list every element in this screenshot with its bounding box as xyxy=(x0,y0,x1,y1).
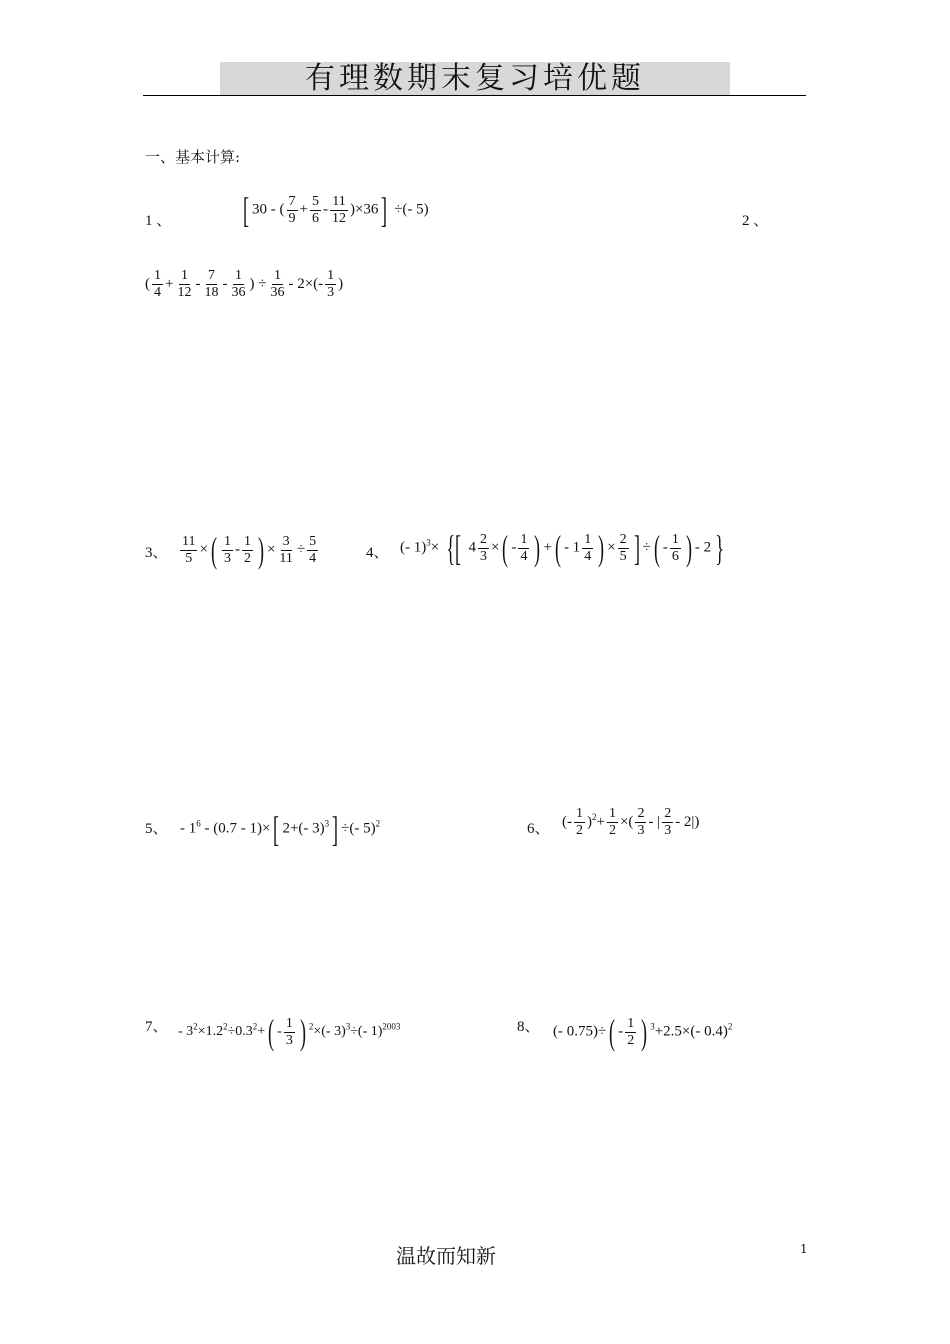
problem-1-expression: [ 30 - ( $\frac{7}{9}$ + $\frac{5}{6}$ - $\frac{11}{12}$ )×36] ÷(- 5) xyxy=(243,190,429,230)
footer-motto: 温故而知新 xyxy=(396,1244,496,1268)
problem-4-expression: (- 1)$^3$× {[ 4 $\frac{2}{3}$ ×( - $\frac{1}{4}$ ) +( - 1 $\frac{1}{4}$ ) × $\frac{2}{5}$ ] ÷( - $\frac{1}{6}$ ) - 2 } xyxy=(400,528,725,568)
problem-8-label: 8、 xyxy=(517,1019,540,1035)
problem-7-expression: - $3^2\times 1.2^2\div 0.3^2+$( - $\frac{1}{3}$ ) $^2$×(- 3)$^3$÷(- 1)$^{2003}$ xyxy=(178,1012,401,1052)
problem-7-label: 7、 xyxy=(145,1019,168,1035)
problem-2-expression: ( $\frac{1}{4}$ + $\frac{1}{12}$ - $\frac{7}{18}$ - $\frac{1}{36}$ ) ÷ $\frac{1}{36}$ - 2×(- $\frac{1}{3}$ ) xyxy=(145,268,344,300)
problem-5-label: 5、 xyxy=(145,821,168,837)
problem-5-expression: - $1^6 - (0.7 - 1)\times$[ 2+(- 3)$^3$] ÷(- 5)$^2$ xyxy=(180,809,381,849)
page-number: 1 xyxy=(800,1242,808,1256)
page-title: 有理数期末复习培优题 xyxy=(220,62,730,96)
problem-3-expression: $\frac{11}{5}$ ×( $\frac{1}{3}$ - $\frac{1}{2}$ ) × $\frac{3}{11}$ ÷ $\frac{5}{4}$ xyxy=(182,530,317,570)
problem-6-label: 6、 xyxy=(527,821,550,837)
problem-1-label: 1 、 xyxy=(145,213,172,229)
title-underline xyxy=(143,95,806,96)
problem-3-label: 3、 xyxy=(145,545,168,561)
section-heading: 一、基本计算: xyxy=(145,148,241,166)
problem-8-expression: (- 0.75)÷( - $\frac{1}{2}$ ) $^3$+2.5×(- 0.4)$^2$ xyxy=(553,1012,733,1052)
problem-4-label: 4、 xyxy=(366,545,389,561)
problem-6-expression: (- $\frac{1}{2}$ )$^2$+ $\frac{1}{2}$ ×( $\frac{2}{3}$ - | $\frac{2}{3}$ - 2|) xyxy=(562,806,700,838)
problem-2-label: 2 、 xyxy=(742,213,769,229)
